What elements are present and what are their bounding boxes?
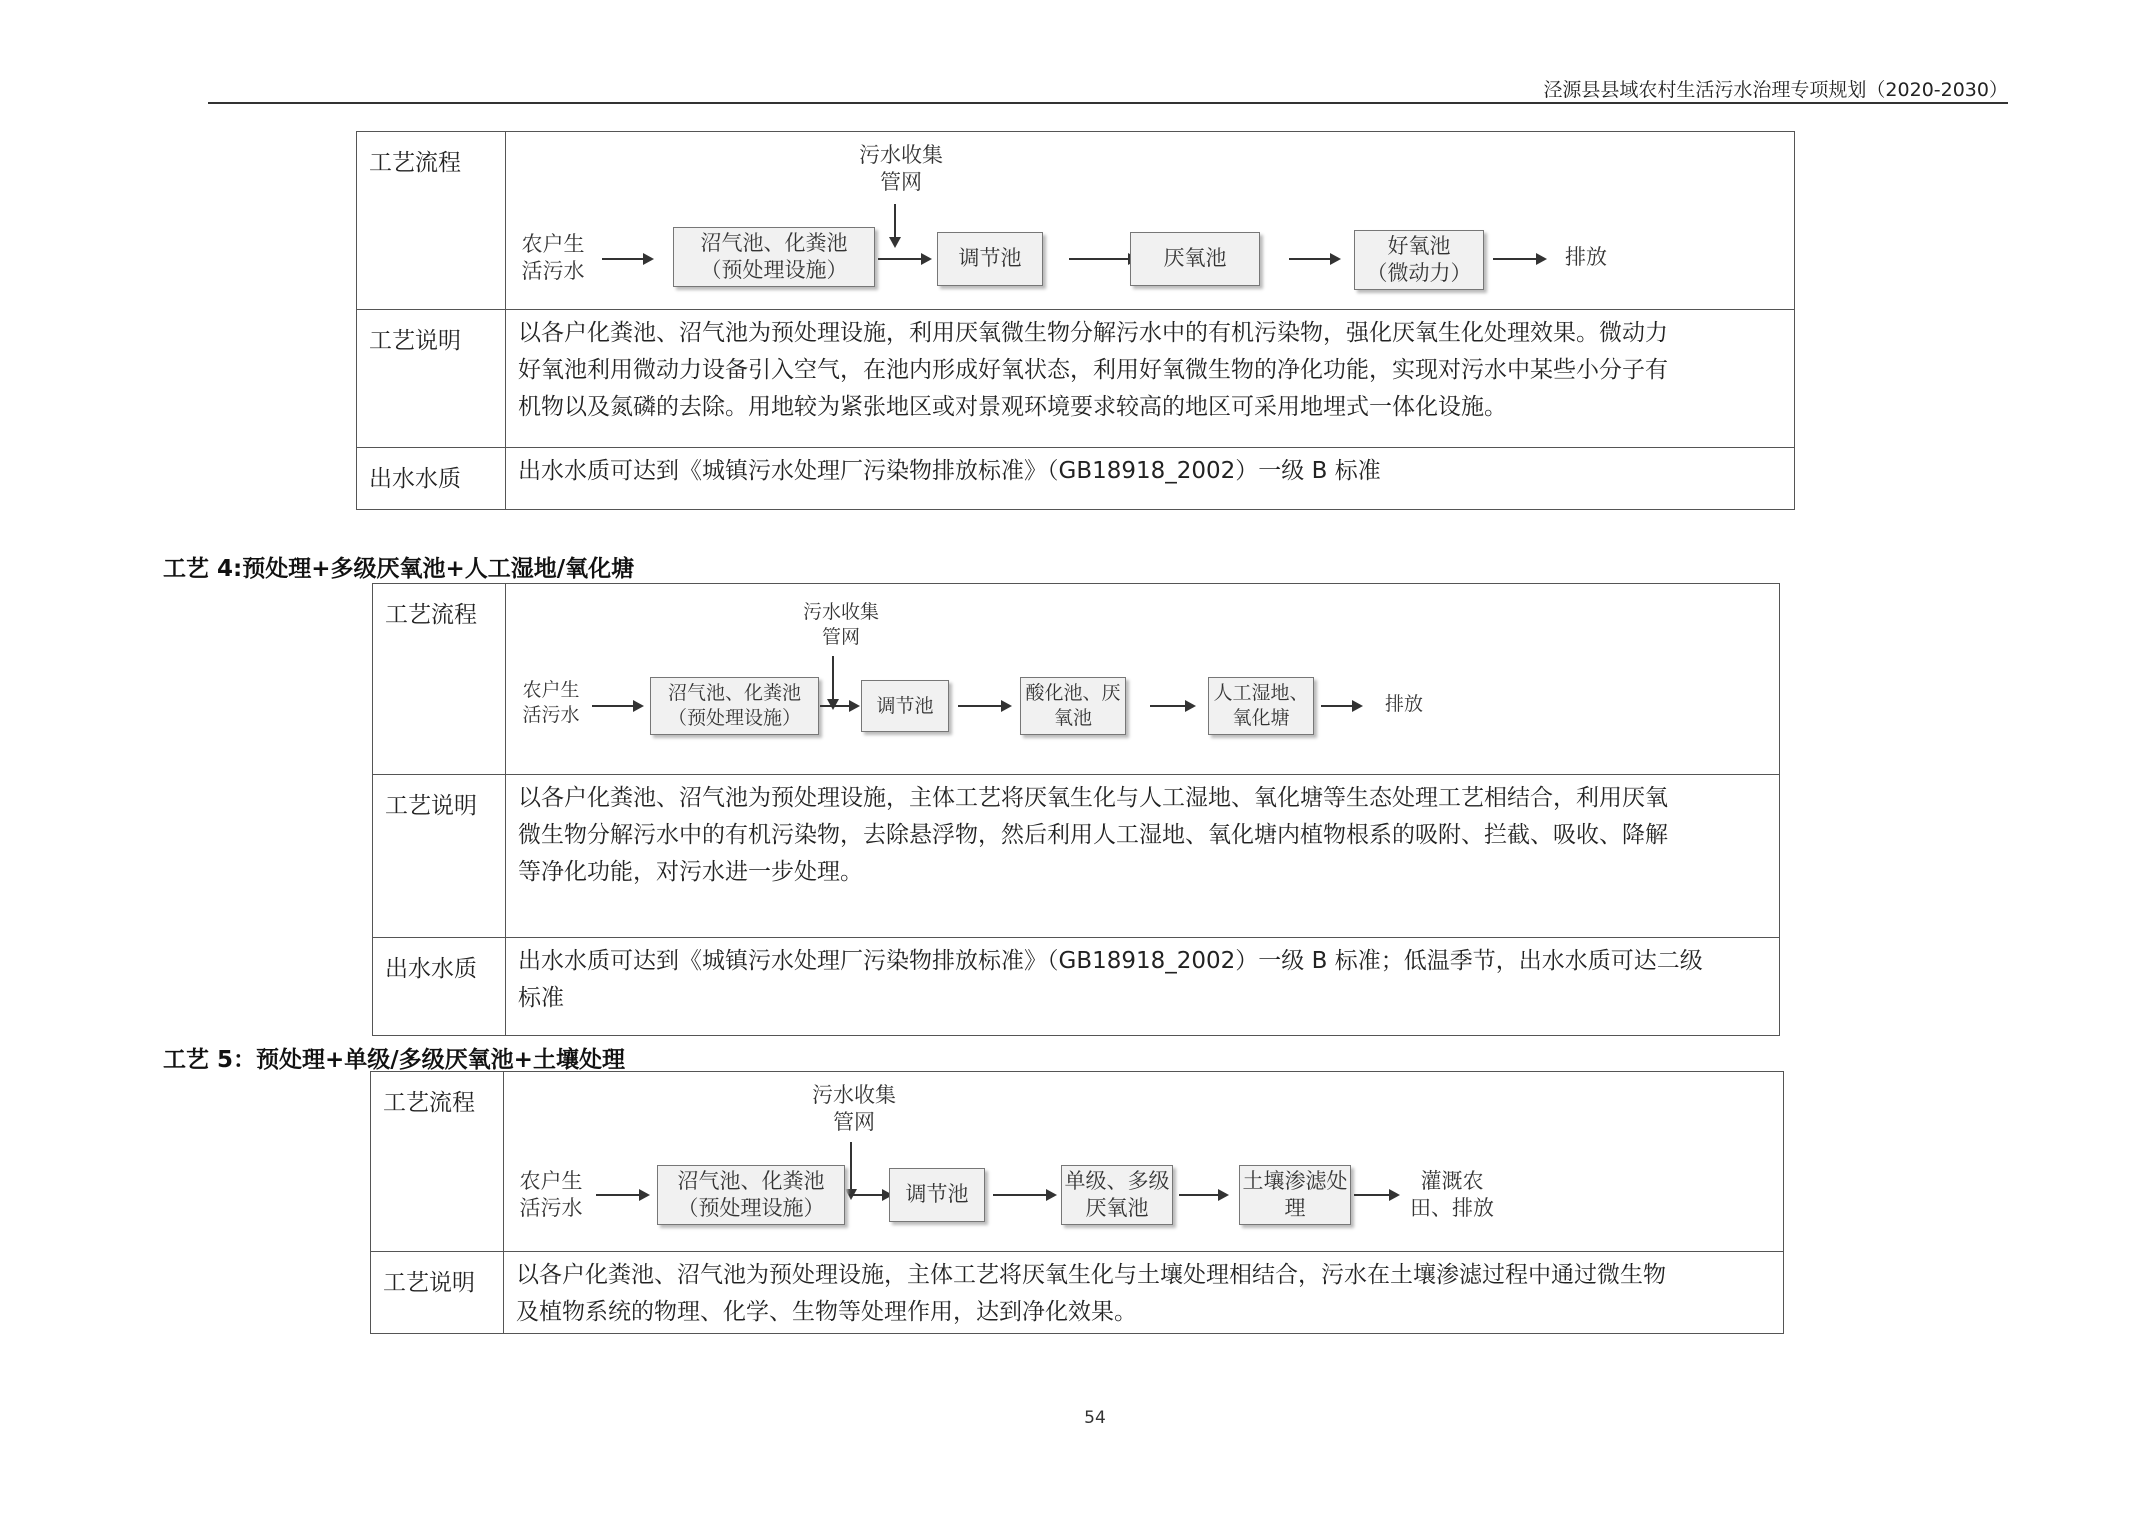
process5-desc-label: 工艺说明 [371, 1252, 504, 1334]
collect-arrow [850, 1142, 852, 1198]
process4-quality-label: 出水水质 [373, 938, 506, 1036]
page-header [208, 72, 2008, 104]
arrow-3 [1069, 258, 1137, 260]
collect-arrow [894, 204, 896, 246]
arrow-5 [1321, 705, 1361, 707]
process3-flow-row [357, 132, 1795, 310]
arrow-2 [849, 1194, 891, 1196]
process3-quality: 出水水质可达到《城镇污水处理厂污染物排放标准》（GB18918_2002）一级 B 标准 [506, 448, 1795, 510]
process4-flow-row [373, 584, 1780, 775]
anaerobic-tank-box: 厌氧池 [1130, 232, 1260, 286]
process3-desc-label: 工艺说明 [357, 310, 506, 448]
process3-flow-label: 工艺流程 [357, 132, 506, 310]
process4-description: 以各户化粪池、沼气池为预处理设施，主体工艺将厌氧生化与人工湿地、氧化塘等生态处理工艺相结合，利用厌氧 微生物分解污水中的有机污染物，去除悬浮物，然后利用人工湿地、氧化塘内植物根系的吸附、拦截、吸收、降解 等净化功能，对污水进一步处理。 [506, 775, 1780, 938]
process3-quality-label: 出水水质 [357, 448, 506, 510]
pretreatment-box: 沼气池、化粪池 （预处理设施） [650, 677, 819, 735]
arrow-4 [1289, 258, 1339, 260]
header-title: 泾源县县域农村生活污水治理专项规划（2020-2030） [1543, 79, 2008, 101]
collect-network-label: 污水收集 管网 [802, 601, 879, 648]
process5-table [370, 1071, 1784, 1334]
page-number: 54 [1084, 1408, 1106, 1428]
arrow-1 [602, 258, 652, 260]
process5-description: 以各户化粪池、沼气池为预处理设施，主体工艺将厌氧生化与土壤处理相结合，污水在土壤渗滤过程中通过微生物 及植物系统的物理、化学、生物等处理作用，达到净化效果。 [504, 1252, 1784, 1334]
arrow-5 [1354, 1194, 1398, 1196]
process4-quality: 出水水质可达到《城镇污水处理厂污染物排放标准》（GB18918_2002）一级 B 标准；低温季节，出水水质可达二级 标准 [506, 938, 1780, 1036]
discharge-label: 排放 [1384, 693, 1423, 715]
wetland-pond-box: 人工湿地、 氧化塘 [1208, 677, 1314, 735]
process4-desc-label: 工艺说明 [373, 775, 506, 938]
process4-flow-diagram [506, 584, 1780, 775]
process4-table [372, 583, 1780, 1036]
process3-description: 以各户化粪池、沼气池为预处理设施，利用厌氧微生物分解污水中的有机污染物，强化厌氧生化处理效果。微动力 好氧池利用微动力设备引入空气，在池内形成好氧状态，利用好氧微生物的净化功能，实现对污水中某些小分子有 机物以及氮磷的去除。用地较为紧张地区或对景观环境要求较高的地区可采用地埋式一体化设施。 [506, 310, 1795, 448]
source-label: 农户生 活污水 [521, 232, 585, 284]
adjust-tank-box: 调节池 [861, 680, 949, 732]
arrow-2 [820, 705, 858, 707]
arrow-5 [1493, 258, 1545, 260]
process3-desc-row [357, 310, 1795, 448]
single-multi-anaerobic-box: 单级、多级 厌氧池 [1061, 1165, 1173, 1225]
process5-title: 工艺 5：预处理+单级/多级厌氧池+土壤处理 [163, 1047, 625, 1073]
collect-network-label: 污水收集 管网 [812, 1083, 896, 1135]
arrow-2 [878, 258, 930, 260]
soil-infiltration-box: 土壤渗滤处 理 [1239, 1165, 1351, 1225]
arrow-4 [1150, 705, 1194, 707]
discharge-label: 排放 [1565, 245, 1607, 269]
collect-arrow [832, 656, 834, 708]
process5-flow-row [371, 1072, 1784, 1252]
source-label: 农户生 活污水 [522, 679, 580, 726]
process5-flow-label: 工艺流程 [371, 1072, 504, 1252]
pretreatment-box: 沼气池、化粪池 （预处理设施） [673, 227, 875, 287]
arrow-3 [993, 1194, 1055, 1196]
pretreatment-box: 沼气池、化粪池 （预处理设施） [657, 1165, 845, 1225]
process3-quality-row [357, 448, 1795, 510]
arrow-1 [596, 1194, 648, 1196]
source-label: 农户生 活污水 [519, 1169, 583, 1221]
process4-desc-row [373, 775, 1780, 938]
collect-network-label: 污水收集 管网 [859, 143, 943, 195]
adjust-tank-box: 调节池 [937, 232, 1043, 286]
process3-table [356, 131, 1795, 510]
arrow-4 [1179, 1194, 1227, 1196]
adjust-tank-box: 调节池 [889, 1168, 985, 1222]
process4-title: 工艺 4:预处理+多级厌氧池+人工湿地/氧化塘 [163, 556, 635, 582]
irrigation-discharge-label: 灌溉农 田、排放 [1410, 1169, 1494, 1221]
process3-flow-diagram [506, 132, 1795, 310]
aerobic-tank-box: 好氧池 （微动力） [1354, 230, 1484, 290]
process5-desc-row [371, 1252, 1784, 1334]
process5-flow-diagram [504, 1072, 1784, 1252]
arrow-3 [958, 705, 1010, 707]
arrow-1 [592, 705, 642, 707]
process4-quality-row [373, 938, 1780, 1036]
process4-flow-label: 工艺流程 [373, 584, 506, 775]
acidification-anaerobic-box: 酸化池、厌 氧池 [1020, 677, 1126, 735]
